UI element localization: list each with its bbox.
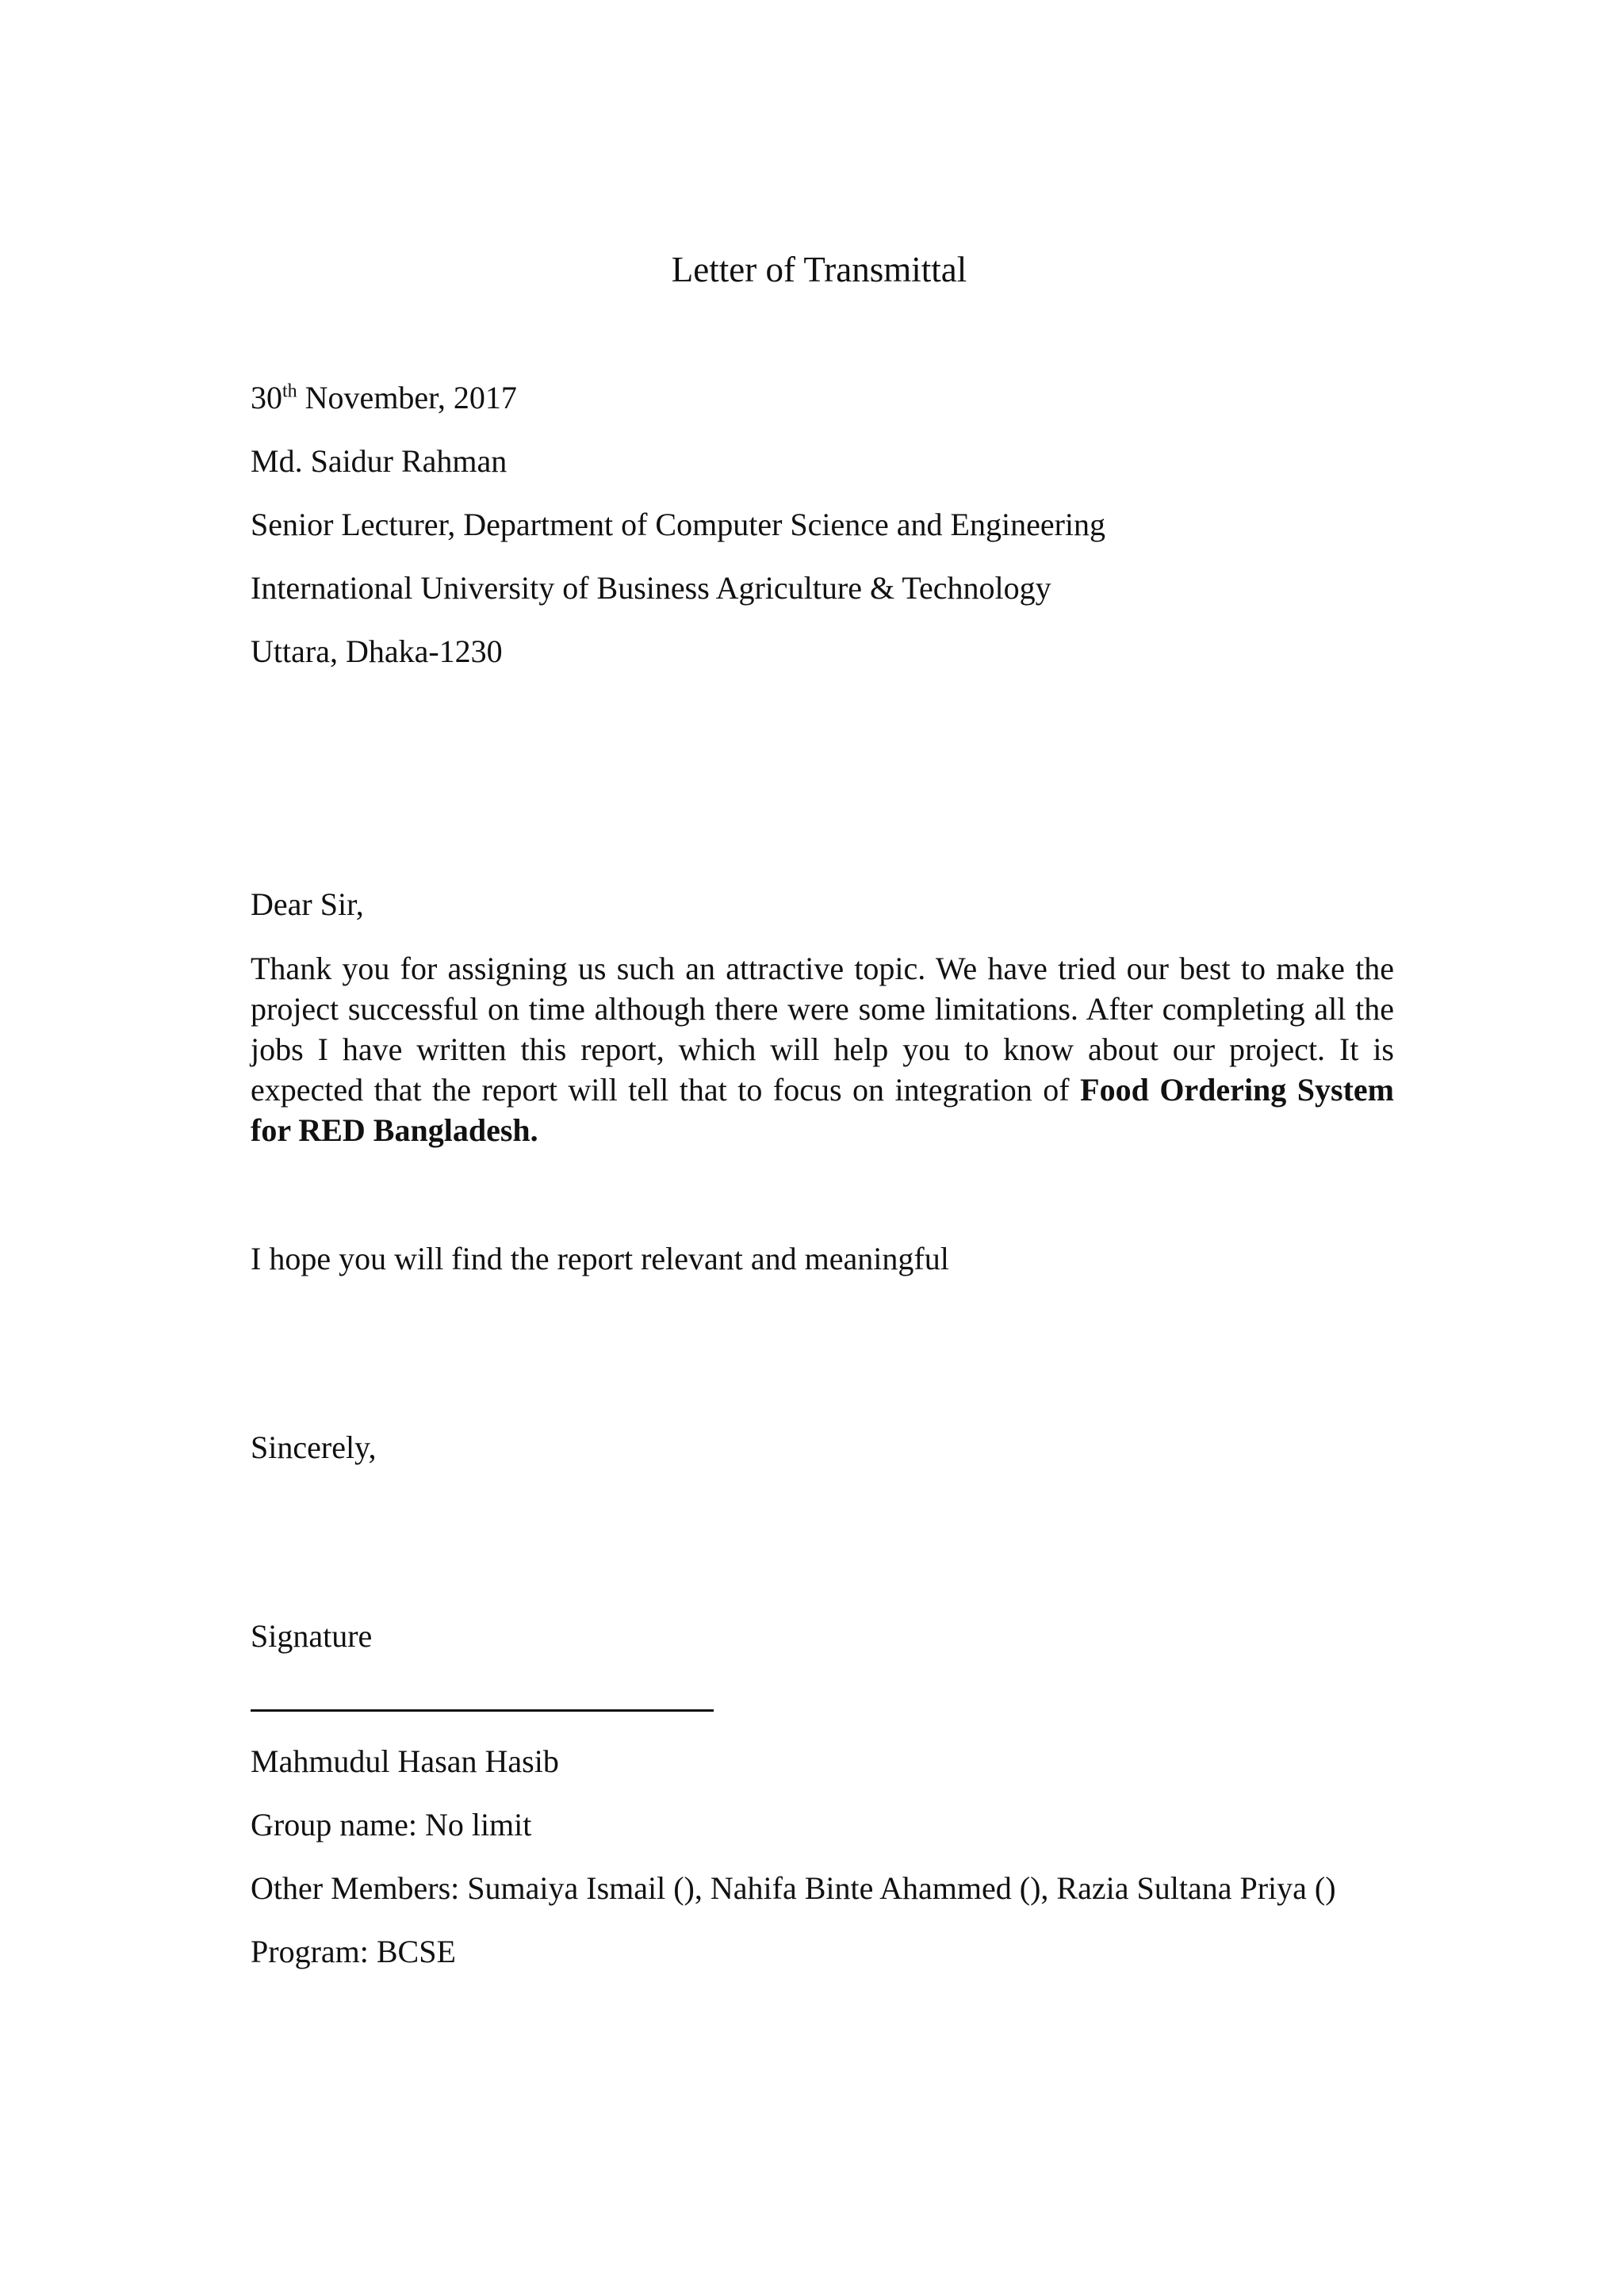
closing-line: I hope you will find the report relevant and meaningful [251, 1241, 949, 1276]
signature-line [251, 1709, 714, 1712]
sender-name: Mahmudul Hasan Hasib [251, 1743, 559, 1779]
body-text: Thank you for assigning us such an attractive topic. We have tried our best to make the project successful on time although there were some limitations. After completing all the jobs I have written this report, which will help you to know about our project. It is expected that the report will tell that to focus on integration of [251, 951, 1394, 1108]
date-day: 30 [251, 380, 282, 415]
body-emphasis: Food Ordering System for RED Bangladesh. [251, 1072, 1395, 1148]
valediction: Sincerely, [251, 1429, 377, 1465]
sender-group: Group name: No limit [251, 1807, 532, 1843]
recipient-position: Senior Lecturer, Department of Computer Science and Engineering [251, 507, 1106, 542]
recipient-institution: International University of Business Agriculture & Technology [251, 570, 1051, 606]
body-paragraph [251, 948, 1394, 1150]
recipient-address: Uttara, Dhaka-1230 [251, 633, 503, 669]
date-month-year: November, 2017 [297, 380, 517, 415]
salutation: Dear Sir, [251, 886, 364, 922]
signature-label: Signature [251, 1618, 373, 1654]
letter-title: Letter of Transmittal [671, 250, 967, 289]
sender-program: Program: BCSE [251, 1934, 456, 1969]
sender-members: Other Members: Sumaiya Ismail (), Nahifa Binte Ahammed (), Razia Sultana Priya () [251, 1870, 1336, 1906]
date-suffix: th [282, 381, 297, 402]
recipient-name: Md. Saidur Rahman [251, 443, 508, 479]
letter-date [251, 377, 517, 419]
